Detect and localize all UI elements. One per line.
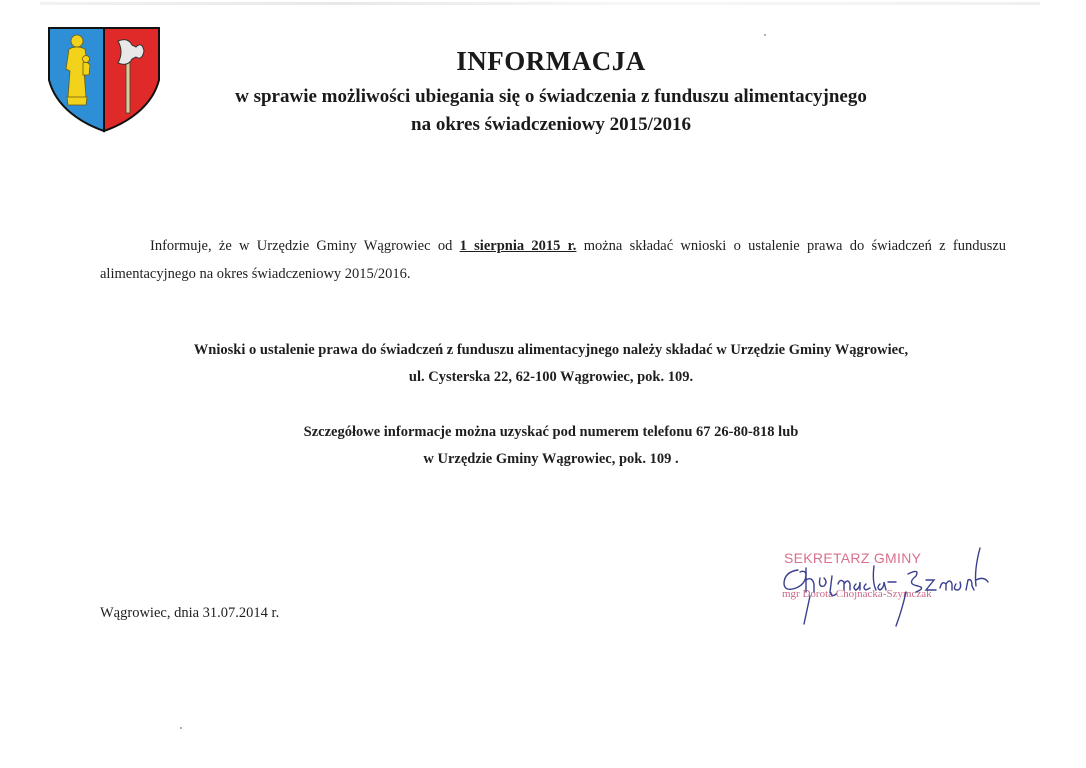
document-subtitle-line2: na okres świadczeniowy 2015/2016 — [411, 114, 691, 135]
scan-speck — [180, 727, 182, 729]
scan-edge — [40, 2, 1040, 5]
intro-paragraph — [100, 232, 1006, 288]
info-line-1: Szczegółowe informacje można uzyskać pod numerem telefonu 67 26-80-818 lub — [303, 424, 799, 440]
document-title: INFORMACJA — [456, 46, 646, 76]
scan-speck — [764, 34, 766, 36]
notice-line-2: ul. Cysterska 22, 62-100 Wągrowiec, pok. 109. — [408, 369, 694, 385]
info-line-2: w Urzędzie Gminy Wągrowiec, pok. 109 . — [423, 451, 679, 467]
intro-text-start: Informuje, że w Urzędzie Gminy Wągrowiec od — [150, 238, 453, 254]
document-date: Wągrowiec, dnia 31.07.2014 r. — [100, 605, 280, 621]
handwritten-signature — [776, 540, 996, 630]
stamp-name: mgr Dorota Chojnacka-Szymczak — [782, 588, 932, 600]
start-date: 1 sierpnia 2015 r. — [459, 238, 577, 254]
official-stamp — [776, 540, 996, 630]
intro-text-end: można składać wnioski o ustalenie prawa do świadczeń z funduszu alimentacyjnego na okres świadczeniowy 2015/2016. — [100, 238, 1007, 282]
notice-line-1: Wnioski o ustalenie prawa do świadczeń z funduszu alimentacyjnego należy składać w Urzędzie Gminy Wągrowiec, — [193, 342, 909, 358]
document-subtitle-line1: w sprawie możliwości ubiegania się o świadczenia z funduszu alimentacyjnego — [235, 86, 867, 107]
stamp-title: SEKRETARZ GMINY — [784, 550, 922, 566]
